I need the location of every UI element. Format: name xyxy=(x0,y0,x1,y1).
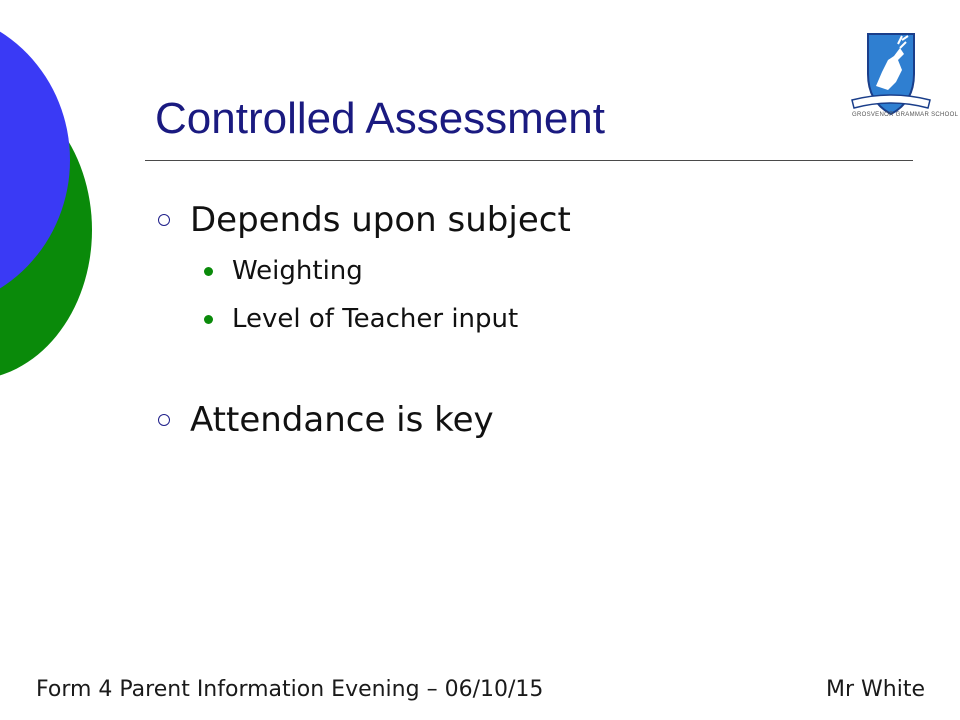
sub-bullet-text: Weighting xyxy=(232,256,363,286)
bullet-text: Depends upon subject xyxy=(190,200,571,240)
bullet-item xyxy=(158,200,571,240)
green-dot-bullet-icon xyxy=(204,267,213,276)
bullet-item xyxy=(158,400,494,440)
footer-event-text: Form 4 Parent Information Evening – 06/10/15 xyxy=(36,677,544,702)
green-dot-bullet-icon xyxy=(204,315,213,324)
hollow-circle-bullet-icon xyxy=(158,414,170,426)
bullet-text: Attendance is key xyxy=(190,400,494,440)
sub-bullet-text: Level of Teacher input xyxy=(232,304,519,334)
sub-bullet-item xyxy=(204,256,363,286)
footer-presenter-text: Mr White xyxy=(826,677,925,702)
slide-title: Controlled Assessment xyxy=(155,94,605,143)
school-crest-text: GROSVENOR GRAMMAR SCHOOL xyxy=(852,112,959,118)
title-divider xyxy=(145,160,913,161)
hollow-circle-bullet-icon xyxy=(158,214,170,226)
sub-bullet-item xyxy=(204,304,518,334)
